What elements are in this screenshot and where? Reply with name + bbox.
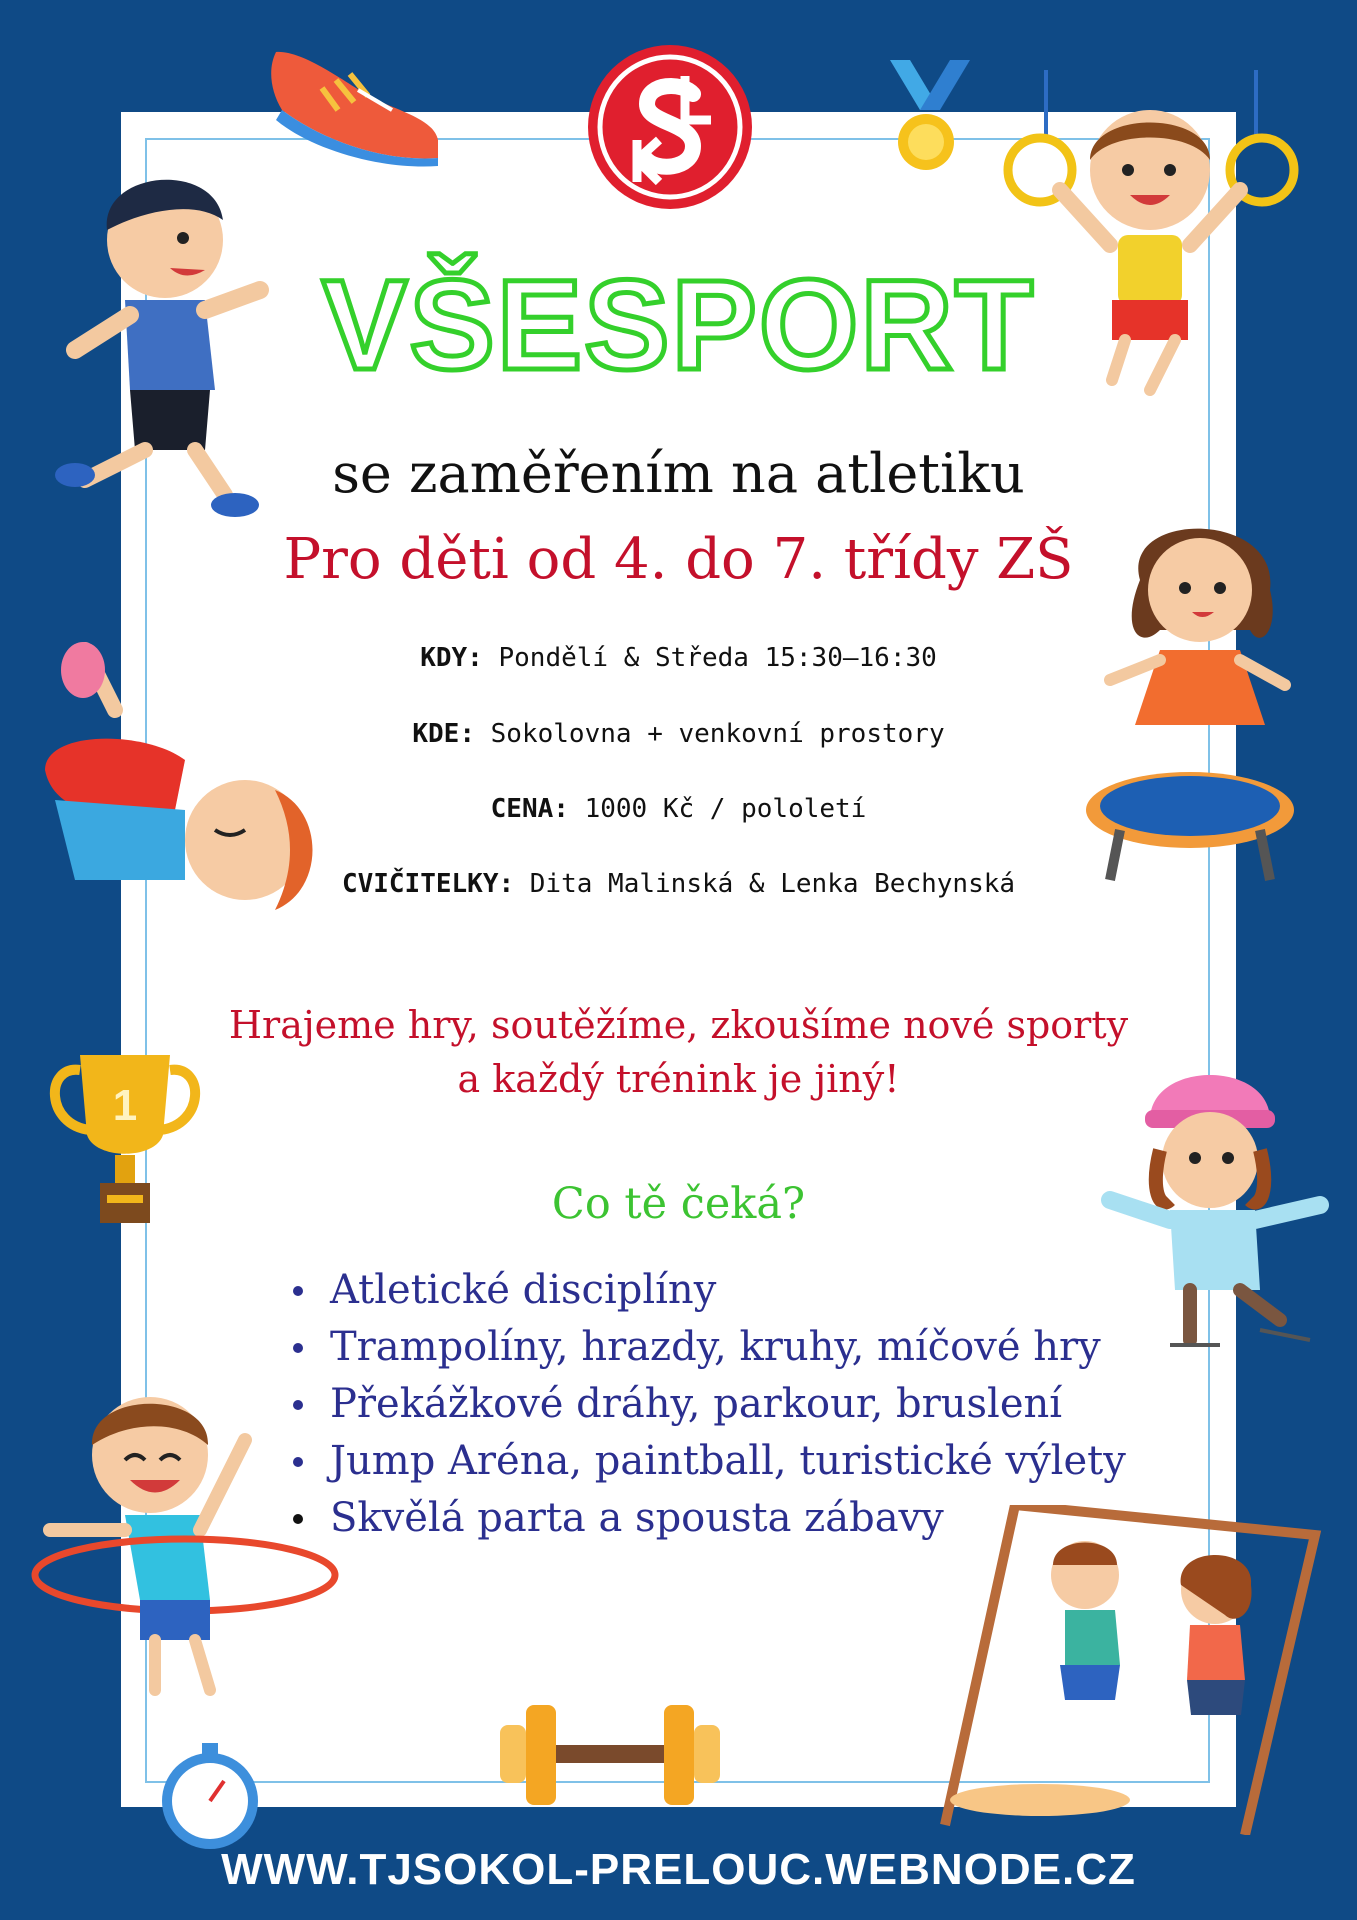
bullet-icon (293, 1400, 303, 1410)
subtitle: se zaměřením na atletiku (332, 442, 1025, 505)
list-heading: Co tě čeká? (551, 1179, 806, 1229)
slogan-line-1: Hrajeme hry, soutěžíme, zkoušíme nové sporty (228, 1003, 1129, 1047)
list-item-text: Atletické disciplíny (330, 1267, 717, 1313)
bullet-icon (293, 1286, 303, 1296)
sneaker-icon (262, 40, 442, 170)
slogan-line-2: a každý trénink je jiný! (457, 1057, 900, 1101)
info-where-value: Sokolovna + venkovní prostory (490, 719, 945, 749)
list-item-text: Trampolíny, hrazdy, kruhy, míčové hry (330, 1324, 1101, 1370)
info-trainers (0, 871, 1357, 897)
slogan (0, 998, 1357, 1106)
stopwatch-icon (150, 1735, 270, 1855)
medal-icon (880, 60, 980, 180)
info-price-value: 1000 Kč / pololetí (584, 794, 867, 824)
svg-text:1: 1 (112, 1081, 138, 1130)
footer-url: WWW.TJSOKOL-PRELOUC.WEBNODE.CZ (221, 1845, 1136, 1894)
list-item (285, 1490, 1126, 1547)
list-item-text: Jump Aréna, paintball, turistické výlety (330, 1438, 1126, 1484)
info-when (0, 645, 1357, 671)
bullet-icon (293, 1457, 303, 1467)
bullet-icon (293, 1514, 303, 1524)
target-group: Pro děti od 4. do 7. třídy ZŠ (283, 527, 1074, 592)
sokol-logo-icon (585, 42, 755, 212)
list-item (285, 1376, 1126, 1433)
list-item (285, 1262, 1126, 1319)
list-item (285, 1433, 1126, 1490)
bullet-icon (293, 1343, 303, 1353)
info-where-label: KDE: (412, 719, 475, 749)
list-item-text: Překážkové dráhy, parkour, bruslení (330, 1381, 1063, 1427)
info-where (0, 721, 1357, 747)
dumbbell-icon (490, 1695, 730, 1815)
list-item (285, 1319, 1126, 1376)
info-when-value: Pondělí & Středa 15:30–16:30 (498, 643, 937, 673)
ground-disk-icon (950, 1780, 1250, 1840)
info-price-label: CENA: (490, 794, 569, 824)
info-when-label: KDY: (420, 643, 483, 673)
info-trainers-label: CVIČITELKY: (341, 869, 515, 899)
activity-list (285, 1262, 1126, 1547)
info-price (0, 796, 1357, 822)
info-trainers-value: Dita Malinská & Lenka Bechynská (529, 869, 1016, 899)
page-title: VŠESPORT (321, 254, 1036, 397)
list-item-text: Skvělá parta a spousta zábavy (330, 1495, 944, 1541)
